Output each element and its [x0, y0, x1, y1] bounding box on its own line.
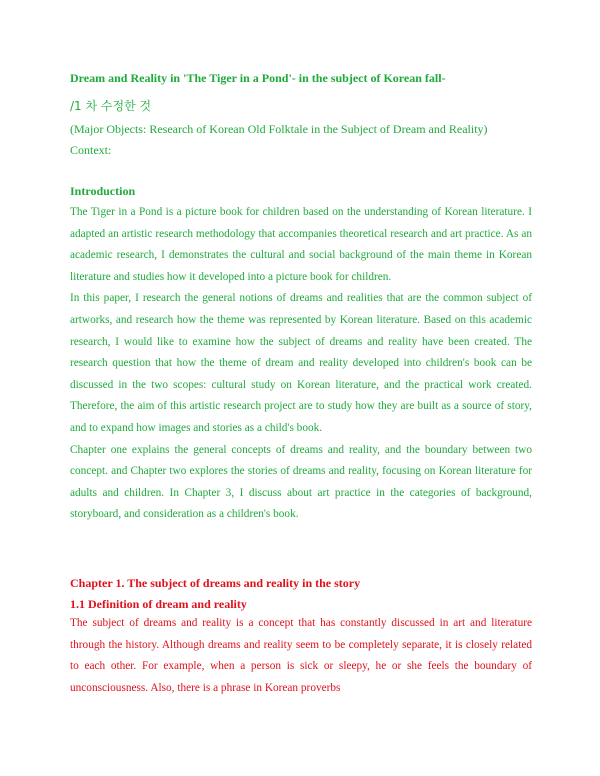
introduction-heading: Introduction — [70, 184, 136, 198]
chapter1-paragraph: The subject of dreams and reality is a concept that has constantly discussed in art and literature through the history. Although dreams and reality seem to be completely separate, it is closely related to each other. For example, when a person is sick or sleepy, he or she feels the boundary of unconsciousness. Also, there is a phrase in Korean proverbs — [70, 617, 532, 694]
context-label: Context: — [70, 143, 112, 157]
revision-note: /1 차 수정한 것 — [70, 99, 152, 113]
introduction-paragraph-2: In this paper, I research the general notions of dreams and realities that are the common subject of artworks, and research how the theme was represented by Korean literature. Based on this academic research, I would like to examine how the subject of dreams and reality have been created. The research question that how the theme of dream and reality developed into children's book can be discussed in the two scopes: cultural study on Korean literature, and the practical work created. Therefore, the aim of this artistic research project are to study how they are built as a source of story, and to expand how images and stories as a child's book. — [70, 292, 532, 434]
major-objects-line: (Major Objects: Research of Korean Old Folktale in the Subject of Dream and Reality) — [70, 122, 488, 136]
document-title: Dream and Reality in 'The Tiger in a Pond'- in the subject of Korean fall- — [70, 71, 446, 85]
introduction-paragraph-3: Chapter one explains the general concepts of dreams and reality, and the boundary between two concept. and Chapter two explores the stories of dreams and reality, focusing on Korean literature for adults and children. In Chapter 3, I discuss about art practice in the categories of background, storyboard, and consideration as a children's book. — [70, 443, 532, 521]
chapter1-heading: Chapter 1. The subject of dreams and reality in the story — [70, 576, 361, 590]
introduction-paragraph-1: The Tiger in a Pond is a picture book for children based on the understanding of Korean literature. I adapted an artistic research methodology that accompanies theoretical research and art practice. As an academic research, I demonstrates the cultural and social background of the main theme in Korean literature and studies how it developed into a picture book for children. — [70, 206, 532, 283]
chapter1-body — [70, 613, 532, 699]
section-1-1-heading: 1.1 Definition of dream and reality — [70, 597, 247, 611]
introduction-body — [70, 202, 532, 526]
